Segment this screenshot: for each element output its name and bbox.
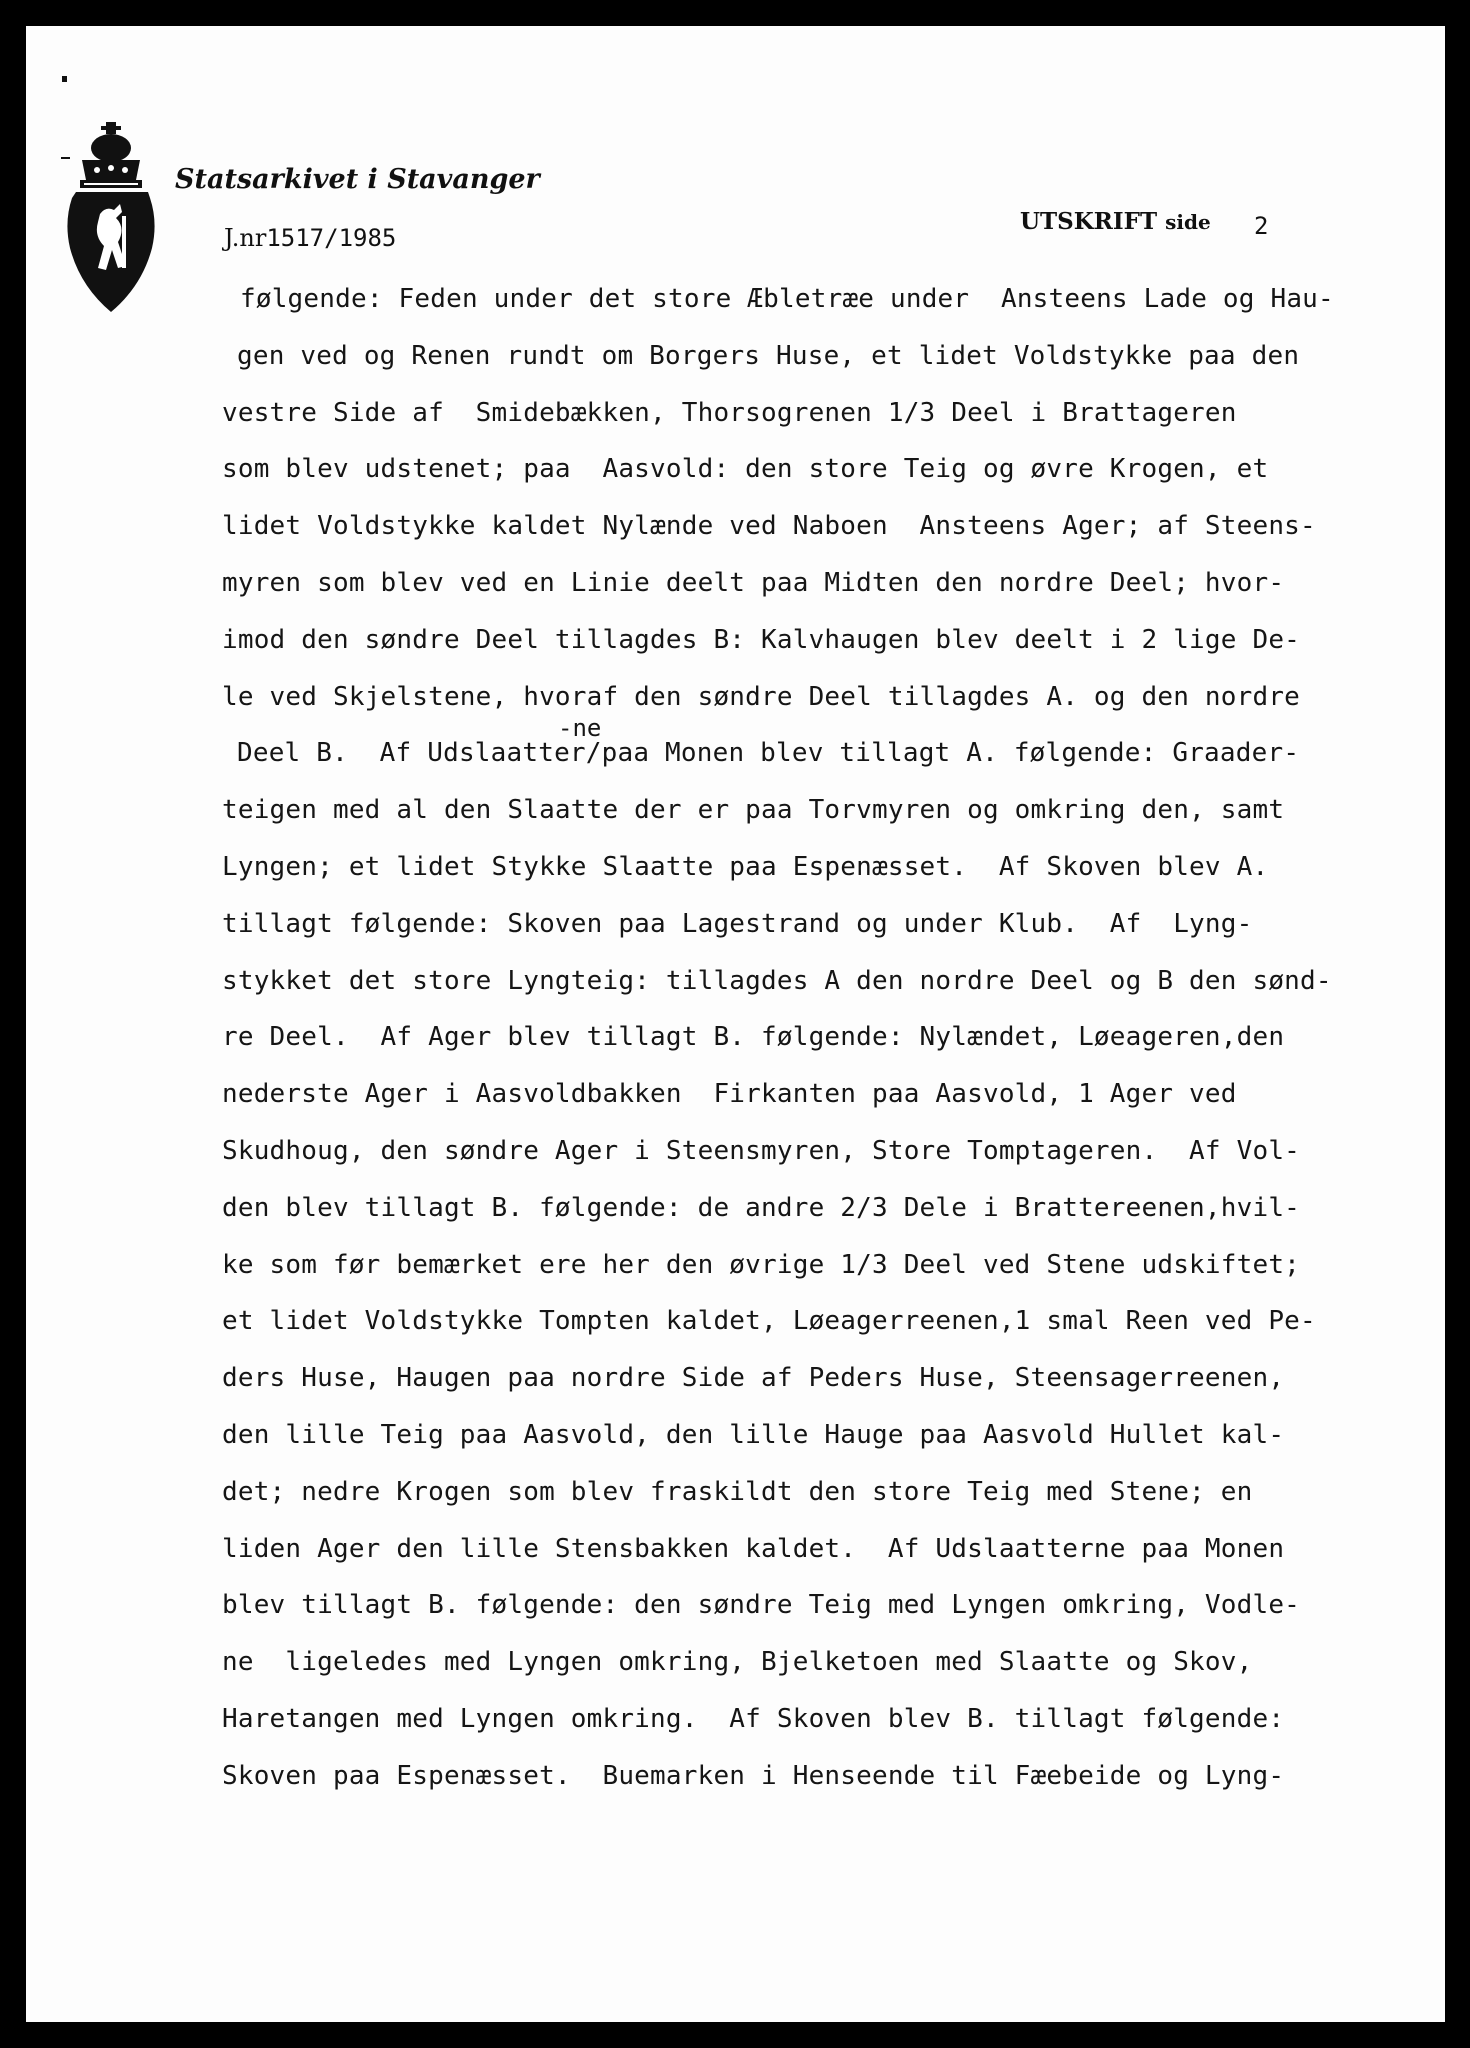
page-number: 2 (1254, 212, 1269, 240)
text-line: Skudhoug, den søndre Ager i Steensmyren, Store Tomptageren. Af Vol- (222, 1136, 1301, 1166)
text-line: følgende: Feden under det store Æbletræe under Ansteens Lade og Hau- (240, 284, 1334, 314)
text-line: tillagt følgende: Skoven paa Lagestrand og under Klub. Af Lyng- (222, 908, 1253, 939)
text-line: Lyngen; et lidet Stykke Slaatte paa Espenæsset. Af Skoven blev A. (222, 852, 1269, 882)
archive-name: Statsarkivet i Stavanger (175, 164, 540, 195)
text-insertion: -ne (558, 714, 602, 742)
text-line: stykket det store Lyngteig: tillagdes A den nordre Deel og B den sønd- (222, 965, 1332, 996)
coat-of-arms-icon (60, 118, 162, 314)
text-line: teigen med al den Slaatte der er paa Torvmyren og omkring den, samt (222, 795, 1285, 826)
text-line: Deel B. Af Udslaatter/paa Monen blev tillagt A. følgende: Graader- (237, 738, 1300, 769)
text-line: imod den søndre Deel tillagdes B: Kalvhaugen blev deelt i 2 lige De- (222, 624, 1301, 655)
journal-number (224, 224, 396, 252)
margin-speck (62, 76, 67, 82)
text-line: le ved Skjelstene, hvoraf den søndre Deel tillagdes A. og den nordre (222, 681, 1301, 712)
side-label: side (1165, 210, 1211, 234)
text-line: myren som blev ved en Linie deelt paa Midten den nordre Deel; hvor- (222, 568, 1285, 598)
text-line: liden Ager den lille Stensbakken kaldet. Af Udslaatterne paa Monen (222, 1533, 1285, 1564)
text-line: ders Huse, Haugen paa nordre Side af Peders Huse, Steensagerreenen, (222, 1363, 1285, 1394)
journal-number-value: 1517/1985 (266, 224, 397, 252)
journal-number-prefix: J.nr (224, 224, 267, 252)
utskrift-label: UTSKRIFT (1020, 208, 1158, 235)
text-line: et lidet Voldstykke Tompten kaldet, Løeagerreenen,1 smal Reen ved Pe- (222, 1306, 1316, 1337)
text-line: gen ved og Renen rundt om Borgers Huse, et lidet Voldstykke paa den (237, 340, 1300, 371)
text-line: Skoven paa Espenæsset. Buemarken i Henseende til Fæebeide og Lyng- (222, 1760, 1285, 1791)
text-line: det; nedre Krogen som blev fraskildt den store Teig med Stene; en (222, 1476, 1253, 1507)
text-line: nederste Ager i Aasvoldbakken Firkanten paa Aasvold, 1 Ager ved (222, 1079, 1237, 1110)
text-line: vestre Side af Smidebækken, Thorsogrenen 1/3 Deel i Brattageren (222, 397, 1237, 428)
text-line: lidet Voldstykke kaldet Nylænde ved Naboen Ansteens Ager; af Steens- (222, 511, 1316, 542)
text-line: ne ligeledes med Lyngen omkring, Bjelketoen med Slaatte og Skov, (222, 1647, 1253, 1678)
text-line: som blev udstenet; paa Aasvold: den store Teig og øvre Krogen, et (222, 454, 1269, 485)
text-line: den lille Teig paa Aasvold, den lille Hauge paa Aasvold Hullet kal- (222, 1420, 1285, 1450)
text-line: re Deel. Af Ager blev tillagt B. følgende: Nylændet, Løeageren,den (222, 1022, 1285, 1053)
text-line: blev tillagt B. følgende: den søndre Teig med Lyngen omkring, Vodle- (222, 1590, 1301, 1621)
text-line: den blev tillagt B. følgende: de andre 2/3 Dele i Brattereenen,hvil- (222, 1192, 1301, 1223)
utskrift-heading (1020, 208, 1211, 235)
text-line: Haretangen med Lyngen omkring. Af Skoven blev B. tillagt følgende: (222, 1704, 1285, 1734)
text-line: ke som før bemærket ere her den øvrige 1/3 Deel ved Stene udskiftet; (222, 1249, 1301, 1280)
